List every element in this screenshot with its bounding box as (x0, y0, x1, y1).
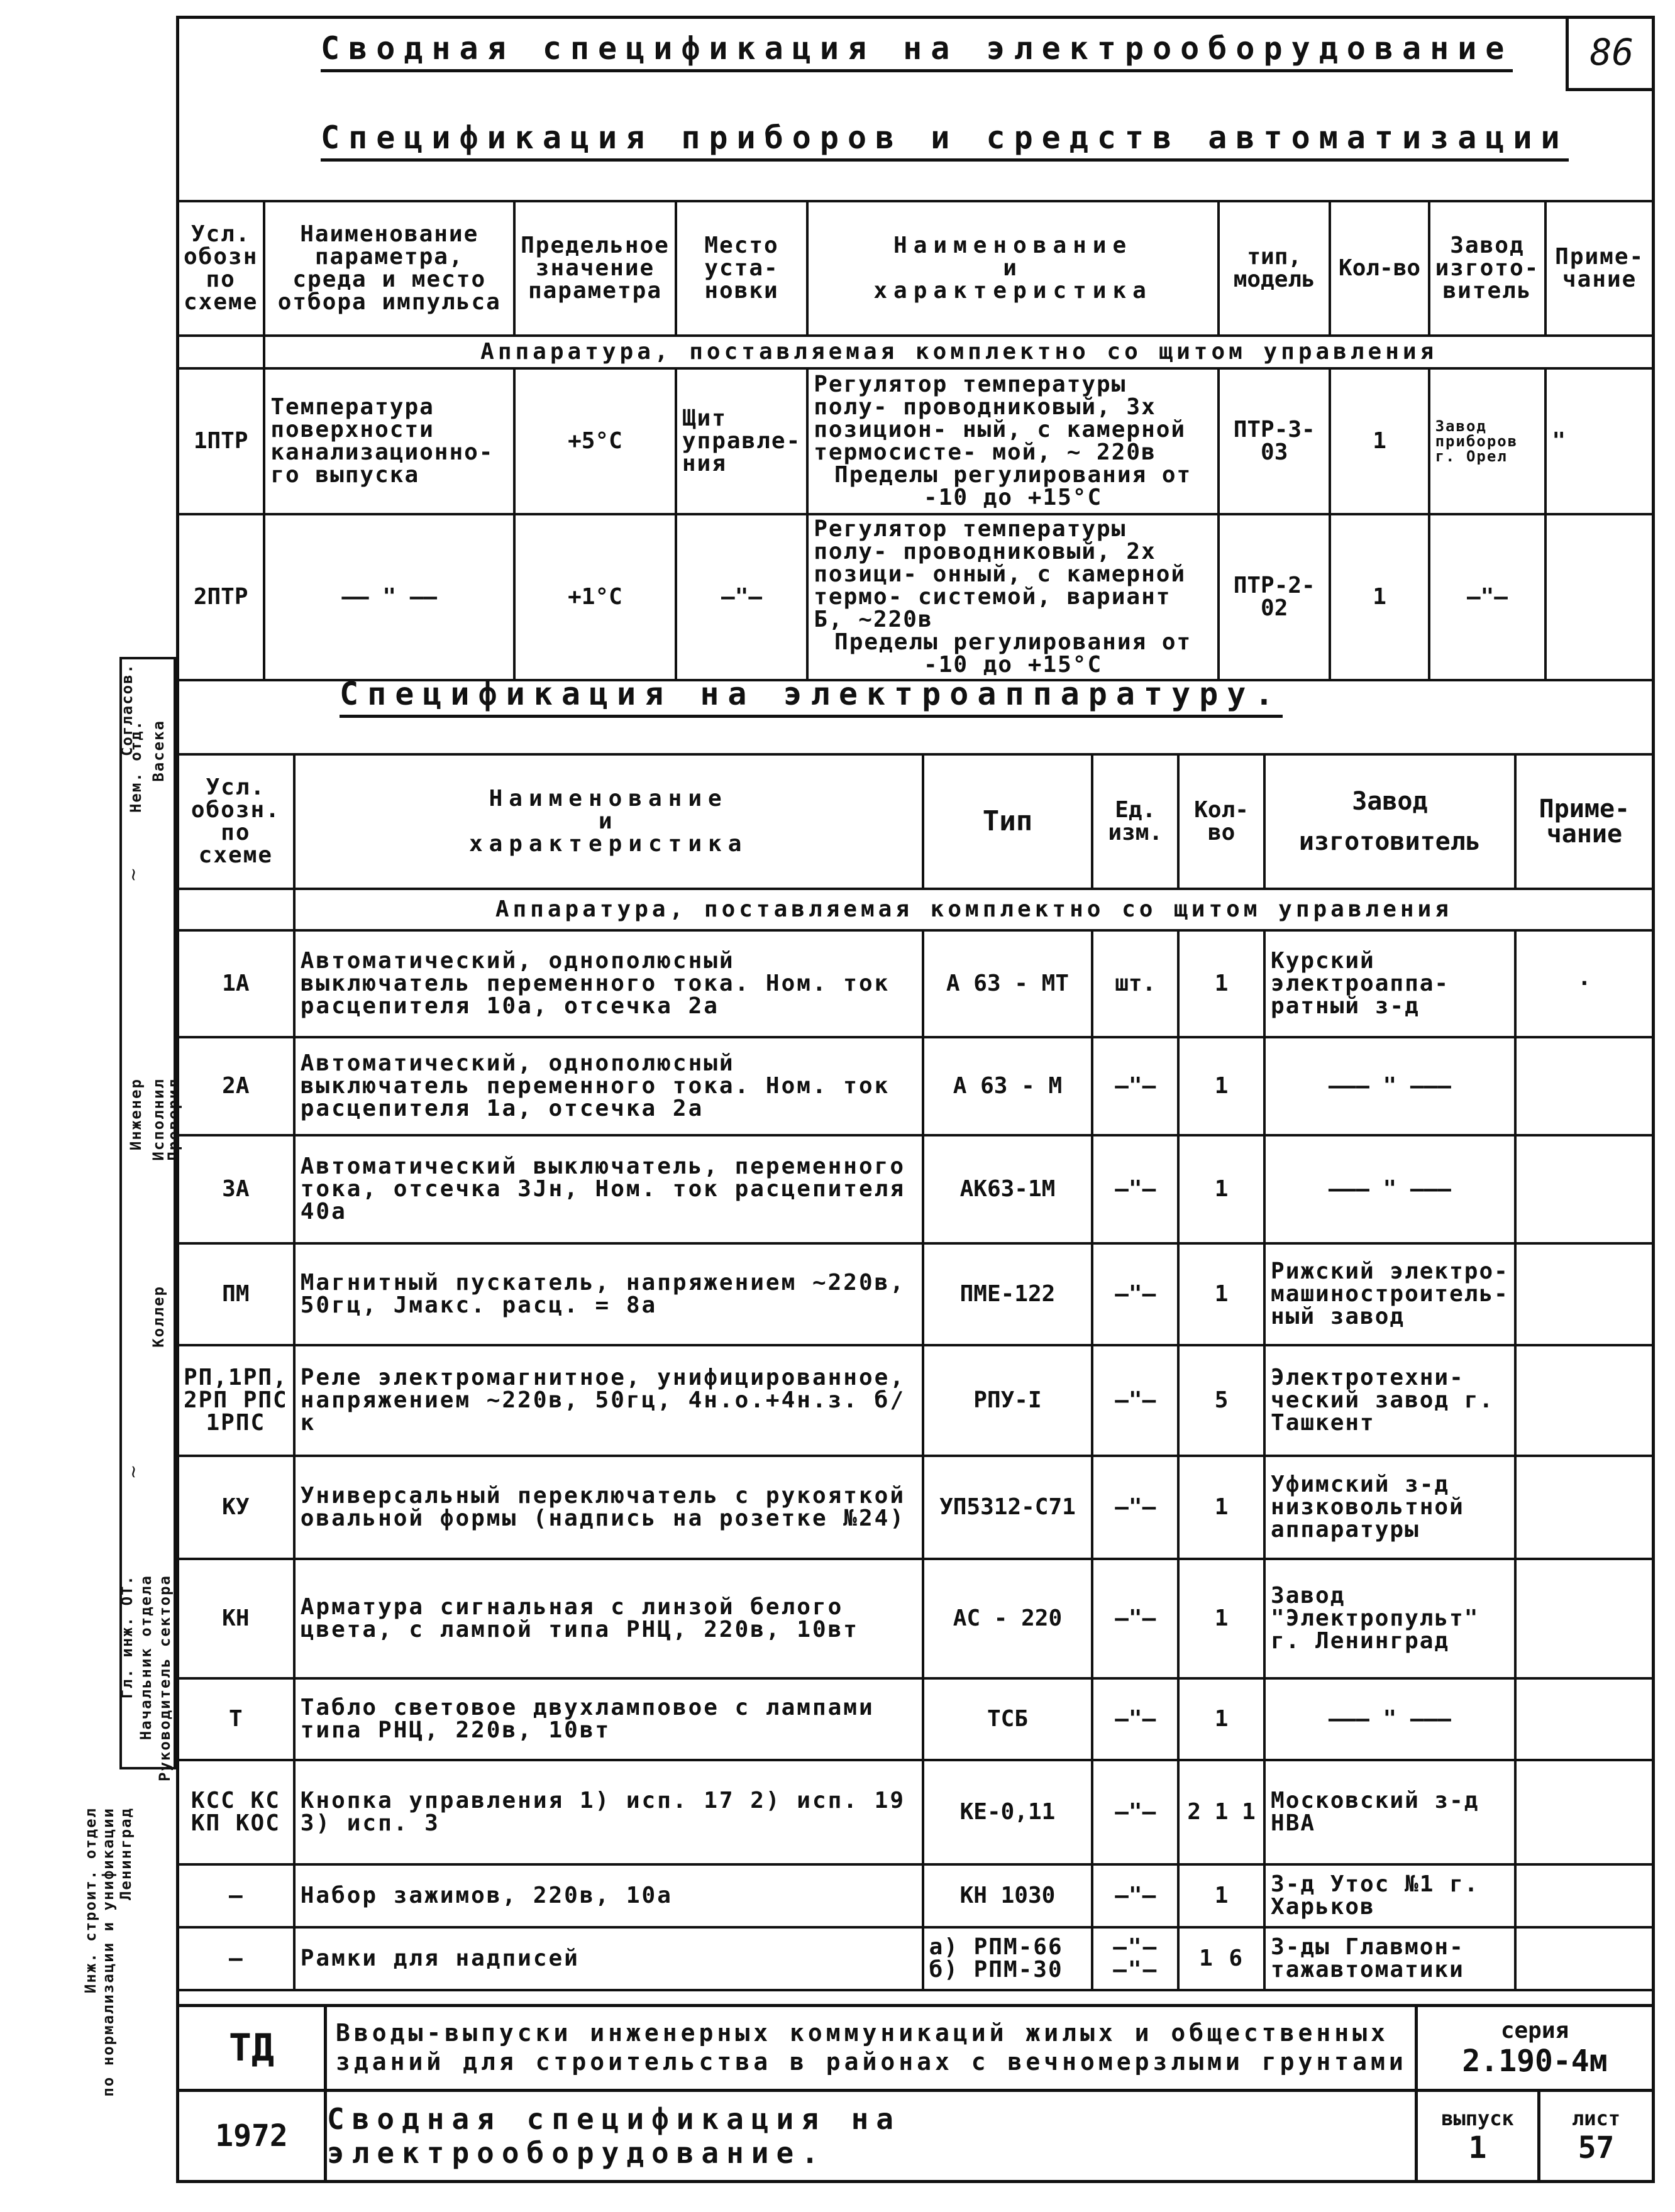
side-agreed: Согласов. (118, 663, 136, 757)
row-desc-extra: Пределы регулирования от -10 до +15°С (834, 629, 1192, 678)
row-type: АС - 220 (923, 1559, 1093, 1678)
row-unit: —"— —"— (1092, 1927, 1178, 1990)
row-note (1545, 514, 1654, 680)
main-title: Сводная спецификация на электрооборудование (321, 30, 1513, 72)
header-limit: Предельное значение параметра (514, 201, 676, 336)
row-unit: —"— (1092, 1345, 1178, 1456)
row-desc-main: Регулятор температуры полу- проводниковый, 2х позици- онный, с камерной термо- системой, вариант Б, ~220в (814, 516, 1186, 632)
row-place: —"— (676, 514, 807, 680)
stamp-issue: 1 (1468, 2130, 1487, 2165)
side-chief1: Гл. инж. ОТ. (118, 1575, 136, 1699)
header-symbol: Усл. обозн. по схеме (177, 754, 294, 889)
row-unit: —"— (1092, 1037, 1178, 1135)
side-chief3: Руководитель сектора (156, 1575, 174, 1781)
signature-1: ~ (123, 867, 144, 883)
row-symbol: КУ (177, 1456, 294, 1559)
table-row (177, 1243, 1654, 1345)
header-name-top: Наименование (893, 233, 1133, 258)
header-name-mid: и (1003, 255, 1023, 281)
signature-2: ~ (123, 1464, 144, 1480)
row-maker: З-ды Главмон- тажавтоматики (1264, 1927, 1515, 1990)
row-symbol: 2ПТР (177, 514, 264, 680)
header-name-top: Наименование (489, 786, 728, 812)
header-place: Место уста- новки (676, 201, 807, 336)
table-row (177, 514, 1654, 680)
row-qty: 1 (1178, 1864, 1264, 1927)
row-type: ПТР-3-03 (1219, 368, 1330, 514)
row-desc: Универсальный переключатель с рукояткой овальной формы (надпись на розетке №24) (294, 1456, 923, 1559)
row-type: А 63 - М (923, 1037, 1093, 1135)
header-qty: Кол-во (1330, 201, 1429, 336)
row-note (1515, 1243, 1654, 1345)
electro-title: Спецификация на электроаппаратуру. (340, 676, 1283, 718)
row-symbol: РП,1РП, 2РП РПС 1РПС (177, 1345, 294, 1456)
table-row (177, 1760, 1654, 1864)
header-maker-bot: изготовитель (1298, 827, 1481, 856)
header-name-mid: и (598, 808, 619, 834)
row-maker: Рижский электро- машиностроитель- ный завод (1264, 1243, 1515, 1345)
side-stamp (82, 16, 182, 2183)
row-type: а) РПМ-66 б) РПМ-30 (923, 1927, 1093, 1990)
stamp-sheet-label: лист (1571, 2106, 1621, 2130)
stamp-sheet: 57 (1578, 2130, 1615, 2165)
row-qty: 2 1 1 (1178, 1760, 1264, 1864)
row-desc: Набор зажимов, 220в, 10а (294, 1864, 923, 1927)
row-qty: 1 (1178, 1135, 1264, 1243)
row-desc: Автоматический, однополюсный выключатель переменного тока. Ном. ток расцепителя 1а, отсечка 2а (294, 1037, 923, 1135)
devices-title: Спецификация приборов и средств автоматизации (321, 119, 1569, 162)
row-desc-main: Регулятор температуры полу- проводниковый, 3х позицион- ный, с камерной термосисте- мой, ~ 220в (814, 371, 1186, 465)
table-row (177, 930, 1654, 1037)
header-symbol: Усл. обозн по схеме (177, 201, 264, 336)
header-maker-top: Завод (1352, 787, 1428, 816)
row-unit: —"— (1092, 1760, 1178, 1864)
row-desc: Арматура сигнальная с линзой белого цвета, с лампой типа РНЦ, 220в, 10вт (294, 1559, 923, 1678)
header-note: Приме- чание (1545, 201, 1654, 336)
row-place: Щит управле- ния (676, 368, 807, 514)
row-unit: —"— (1092, 1678, 1178, 1760)
row-desc: Рамки для надписей (294, 1927, 923, 1990)
row-type: ПМЕ-122 (923, 1243, 1093, 1345)
row-note: " (1545, 368, 1654, 514)
row-symbol: — (177, 1927, 294, 1990)
row-note (1515, 1456, 1654, 1559)
row-desc: Магнитный пускатель, напряжением ~220в, 50гц, Jмакс. расц. = 8а (294, 1243, 923, 1345)
row-desc: Автоматический, однополюсный выключатель переменного тока. Ном. ток расцепителя 10а, отсечка 2а (294, 930, 923, 1037)
row-maker: ——— " ——— (1264, 1678, 1515, 1760)
side-exec: Исполнил (150, 1078, 167, 1161)
section-label: Аппаратура, поставляемая комплектно со щитом управления (294, 889, 1654, 930)
devices-table-header (177, 201, 1654, 336)
section-label: Аппаратура, поставляемая комплектно со щитом управления (264, 336, 1654, 368)
row-symbol: КСС КС КП КОС (177, 1760, 294, 1864)
header-qty: Кол-во (1178, 754, 1264, 889)
header-note: Приме- чание (1515, 754, 1654, 889)
row-type: КЕ-0,11 (923, 1760, 1093, 1864)
row-desc: Кнопка управления 1) исп. 17 2) исп. 19 3) исп. 3 (294, 1760, 923, 1864)
header-type: Тип (923, 754, 1093, 889)
row-maker: —"— (1429, 514, 1546, 680)
stamp-issue-box (1415, 2089, 1540, 2183)
row-maker: З-д Утос №1 г. Харьков (1264, 1864, 1515, 1927)
section-spacer (177, 336, 264, 368)
table-row (177, 1456, 1654, 1559)
row-qty: 1 (1178, 1243, 1264, 1345)
stamp-sheet-box (1537, 2089, 1655, 2183)
section-row (177, 889, 1654, 930)
section-spacer (177, 889, 294, 930)
row-note (1515, 1927, 1654, 1990)
row-param: —— " —— (264, 514, 514, 680)
side-org3: Ленинград (117, 1807, 135, 1901)
stamp-title-block (324, 2004, 1418, 2092)
row-note: · (1515, 930, 1654, 1037)
stamp-year: 1972 (176, 2089, 327, 2183)
section-row (177, 336, 1654, 368)
table-row (177, 1927, 1654, 1990)
row-maker: ——— " ——— (1264, 1135, 1515, 1243)
header-param: Наименование параметра, среда и место отбора импульса (264, 201, 514, 336)
row-limit: +5°С (514, 368, 676, 514)
row-note (1515, 1345, 1654, 1456)
row-maker: Завод "Электропульт" г. Ленинград (1264, 1559, 1515, 1678)
row-desc: Автоматический выключатель, переменного тока, отсечка 3Jн, Ном. ток расцепителя 40а (294, 1135, 923, 1243)
row-unit: —"— (1092, 1456, 1178, 1559)
stamp-series: 2.190-4м (1462, 2043, 1608, 2079)
row-symbol: — (177, 1864, 294, 1927)
row-note (1515, 1037, 1654, 1135)
row-note (1515, 1864, 1654, 1927)
electro-table-header (177, 754, 1654, 889)
header-maker: Завод изгото- витель (1429, 201, 1546, 336)
row-symbol: Т (177, 1678, 294, 1760)
row-param: Температура поверхности канализационно- го выпуска (264, 368, 514, 514)
row-type: ПТР-2-02 (1219, 514, 1330, 680)
header-maker (1264, 754, 1515, 889)
row-symbol: КН (177, 1559, 294, 1678)
header-type: тип, модель (1219, 201, 1330, 336)
row-maker: ——— " ——— (1264, 1037, 1515, 1135)
row-qty: 5 (1178, 1345, 1264, 1456)
table-row (177, 1037, 1654, 1135)
row-symbol: 3А (177, 1135, 294, 1243)
table-row (177, 1864, 1654, 1927)
side-koller: Коллер (150, 1285, 167, 1348)
row-note (1515, 1678, 1654, 1760)
row-maker: Электротехни- ческий завод г. Ташкент (1264, 1345, 1515, 1456)
row-maker: Уфимский з-д низковольтной аппаратуры (1264, 1456, 1515, 1559)
table-row (177, 1135, 1654, 1243)
row-qty: 1 (1178, 1678, 1264, 1760)
page-number: 86 (1566, 16, 1655, 91)
row-qty: 1 (1330, 368, 1429, 514)
header-name (807, 201, 1219, 336)
stamp-series-box (1415, 2004, 1655, 2092)
row-maker: Завод приборов г. Орел (1429, 368, 1546, 514)
stamp-issue-label: выпуск (1441, 2106, 1514, 2130)
row-limit: +1°С (514, 514, 676, 680)
row-qty: 1 (1178, 1037, 1264, 1135)
row-unit: —"— (1092, 1243, 1178, 1345)
row-type: ТСБ (923, 1678, 1093, 1760)
electro-table (176, 753, 1655, 1991)
row-qty: 1 6 (1178, 1927, 1264, 1990)
side-chief2: Начальник отдела (137, 1575, 155, 1741)
row-type: УП5312-С71 (923, 1456, 1093, 1559)
stamp-org: ТД (176, 2004, 327, 2092)
row-note (1515, 1760, 1654, 1864)
side-role2: Васека (150, 720, 167, 782)
table-row (177, 1559, 1654, 1678)
header-name (294, 754, 923, 889)
row-unit: —"— (1092, 1135, 1178, 1243)
devices-table (176, 200, 1655, 681)
row-desc: Табло световое двухламповое с лампами типа РНЦ, 220в, 10вт (294, 1678, 923, 1760)
stamp-title1: Вводы-выпуски инженерных коммуникаций жилых и общественных (336, 2019, 1389, 2047)
row-note (1515, 1559, 1654, 1678)
header-name-bot: характеристика (468, 831, 748, 857)
row-qty: 1 (1178, 1456, 1264, 1559)
table-row (177, 1345, 1654, 1456)
row-desc-extra: Пределы регулирования от -10 до +15°С (834, 462, 1192, 510)
side-org2: по нормализации и унификации (99, 1807, 117, 2097)
row-symbol: 1ПТР (177, 368, 264, 514)
row-unit: —"— (1092, 1864, 1178, 1927)
row-desc (807, 368, 1219, 514)
table-row (177, 1678, 1654, 1760)
row-symbol: 1А (177, 930, 294, 1037)
row-type: АК63-1М (923, 1135, 1093, 1243)
row-type: КН 1030 (923, 1864, 1093, 1927)
row-desc: Реле электромагнитное, унифицированное, напряжением ~220в, 50гц, 4н.о.+4н.з. б/к (294, 1345, 923, 1456)
row-unit: —"— (1092, 1559, 1178, 1678)
stamp-title3: Сводная спецификация на электрооборудование. (324, 2089, 1418, 2183)
row-maker: Курский электроаппа- ратный з-д (1264, 930, 1515, 1037)
header-unit: Ед. изм. (1092, 754, 1178, 889)
stamp-series-label: серия (1500, 2017, 1569, 2044)
stamp-title2: зданий для строительства в районах с вечномерзлыми грунтами (336, 2048, 1407, 2076)
row-symbol: ПМ (177, 1243, 294, 1345)
row-desc (807, 514, 1219, 680)
row-qty: 1 (1178, 930, 1264, 1037)
table-row (177, 368, 1654, 514)
row-unit: шт. (1092, 930, 1178, 1037)
side-checked: Проверил (165, 1078, 182, 1161)
row-qty: 1 (1178, 1559, 1264, 1678)
header-name-bot: характеристика (873, 278, 1153, 304)
side-org1: Инж. строит. отдел (82, 1807, 99, 1994)
side-role1: Нем. отд. (127, 720, 145, 813)
row-type: РПУ-I (923, 1345, 1093, 1456)
row-qty: 1 (1330, 514, 1429, 680)
row-symbol: 2А (177, 1037, 294, 1135)
row-type: А 63 - МТ (923, 930, 1093, 1037)
row-note (1515, 1135, 1654, 1243)
row-maker: Московский з-д НВА (1264, 1760, 1515, 1864)
side-engineer: Инженер (127, 1078, 145, 1151)
